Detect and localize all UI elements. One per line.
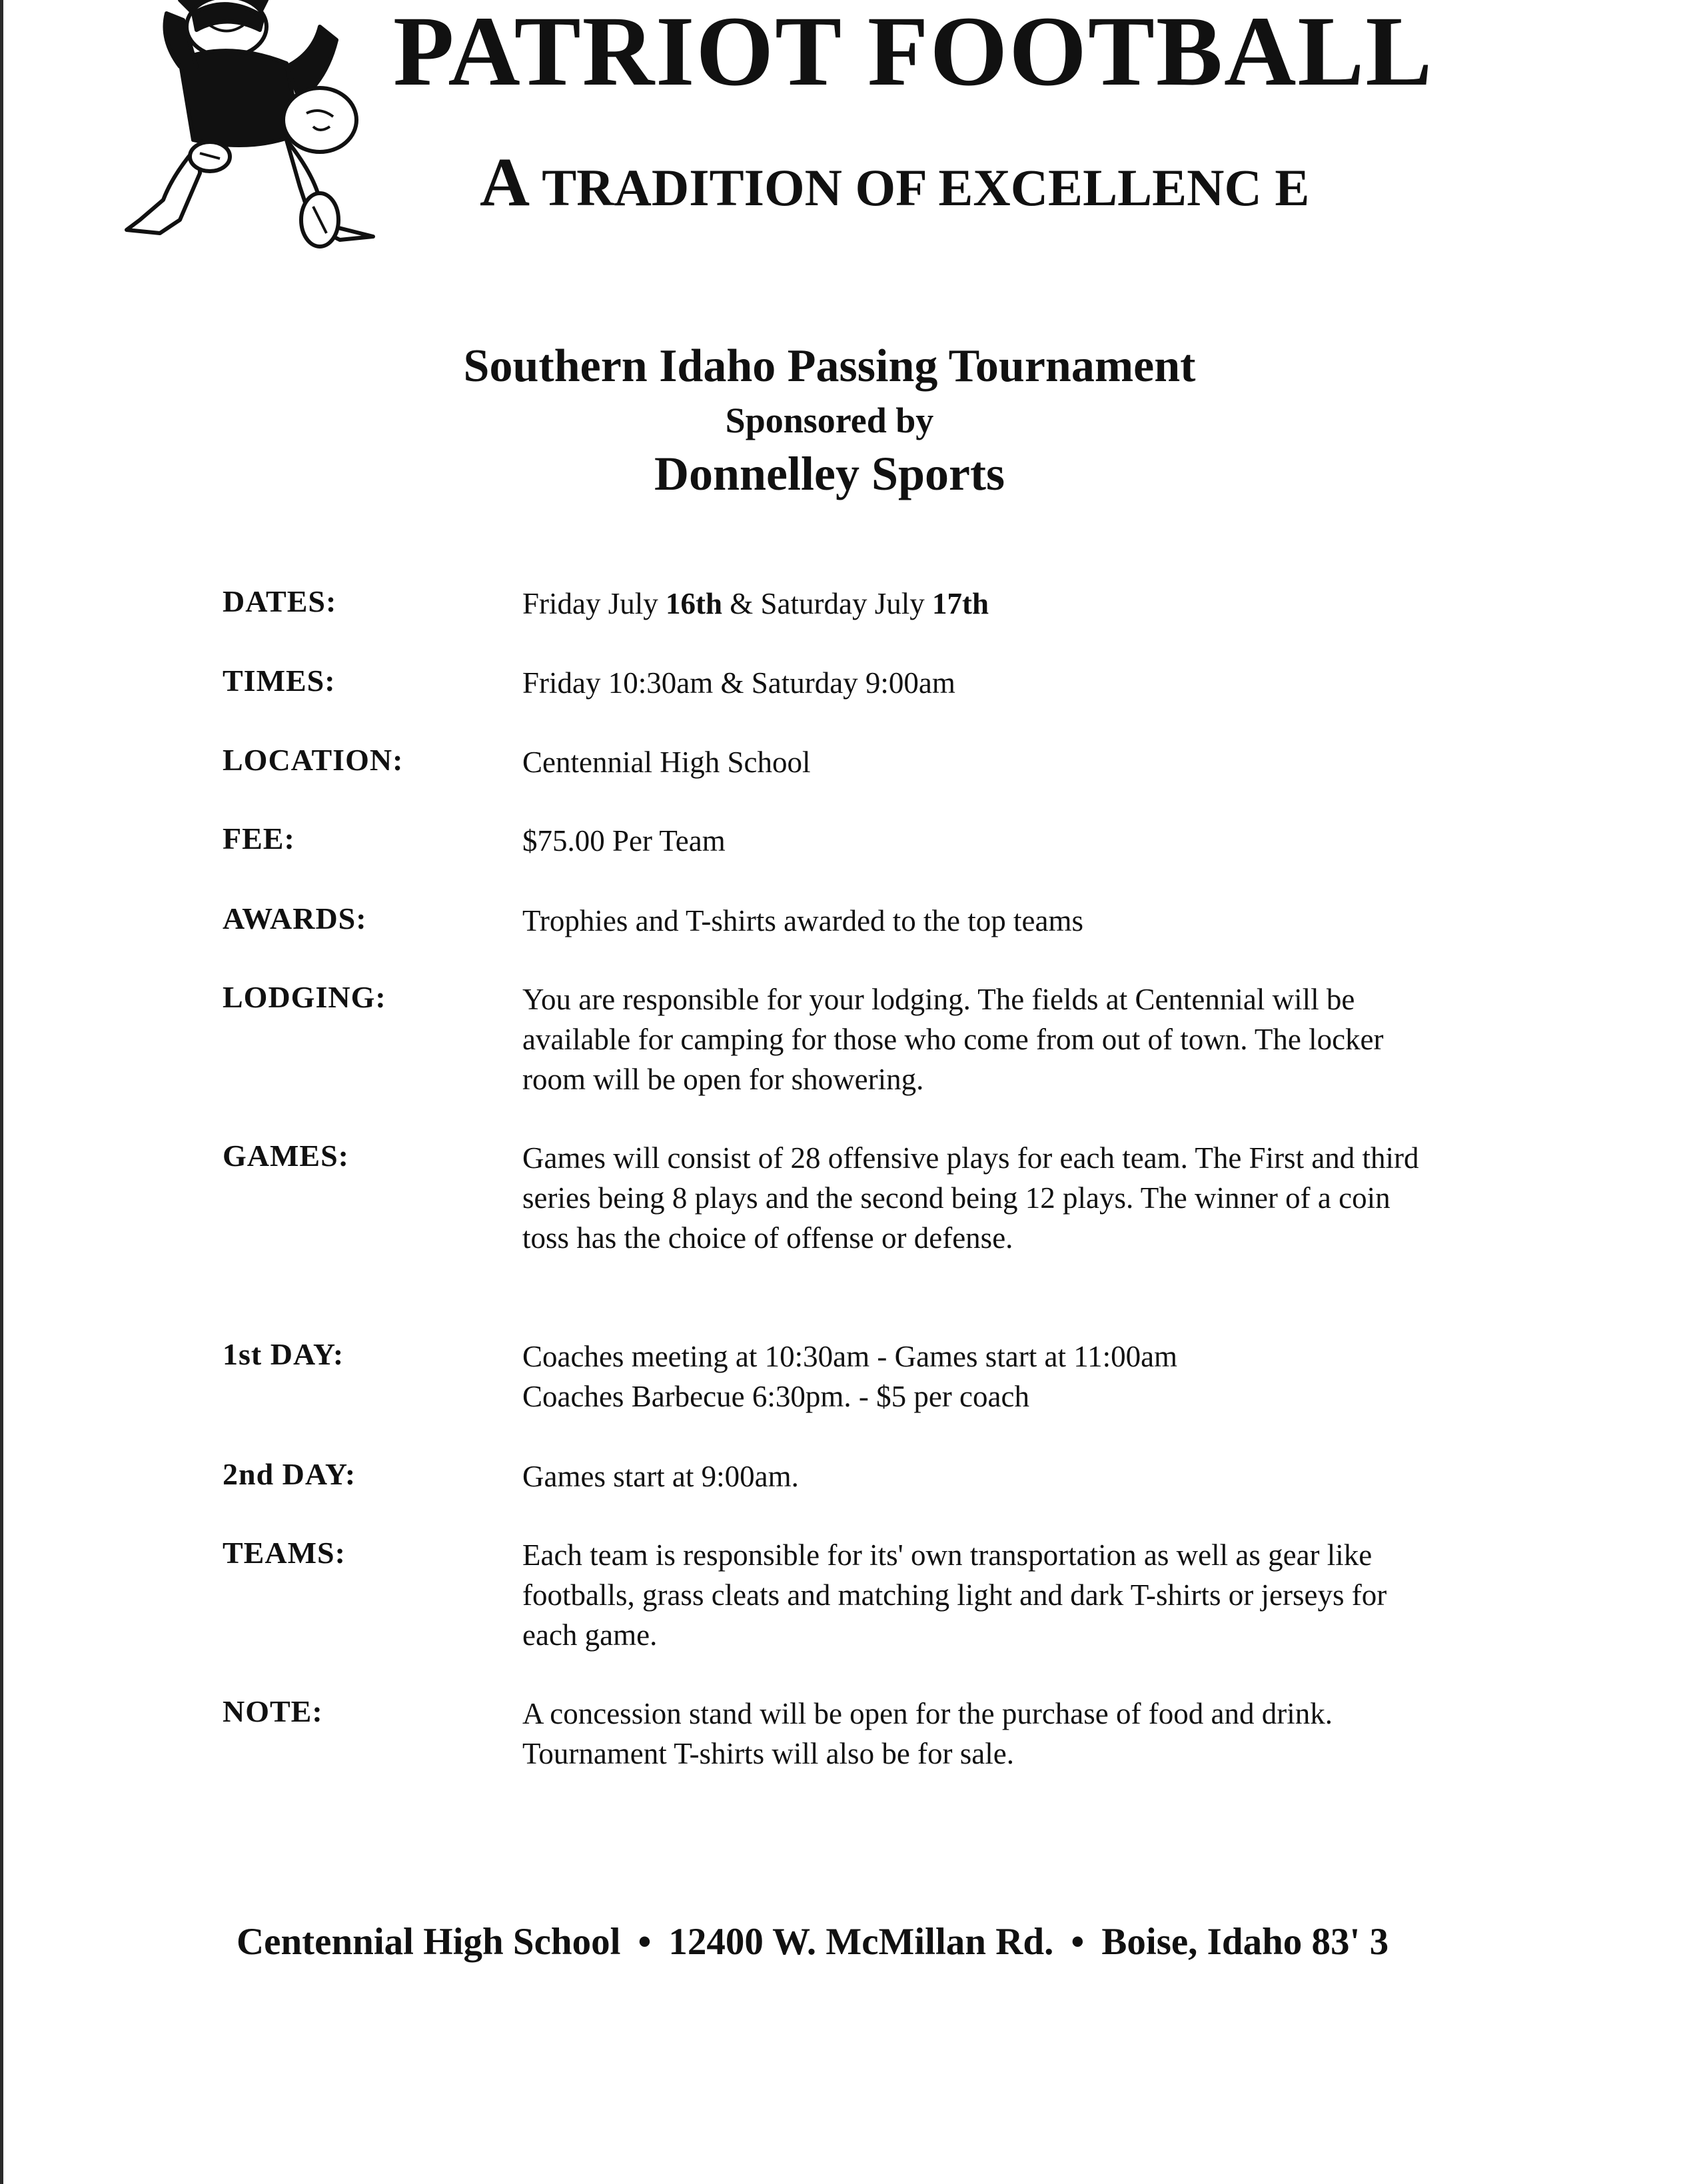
note-label: NOTE: — [223, 1694, 323, 1728]
day1-line1: Coaches meeting at 10:30am - Games start at 11:00am — [522, 1340, 1178, 1373]
dates-label: DATES: — [223, 584, 337, 618]
day1-label: 1st DAY: — [223, 1337, 344, 1371]
footer-city: Boise, Idaho 83' 3 — [1101, 1921, 1389, 1963]
dates-text-2: & Saturday July — [722, 587, 933, 620]
fee-value: $75.00 Per Team — [522, 824, 726, 857]
location-label: LOCATION: — [223, 743, 404, 777]
location-value: Centennial High School — [522, 746, 811, 779]
sponsored-by-label: Sponsored by — [725, 400, 934, 440]
bullet-separator: • — [638, 1921, 652, 1963]
tagline-text: TRADITION OF EXCELLENC E — [530, 159, 1310, 217]
day1-line2: Coaches Barbecue 6:30pm. - $5 per coach — [522, 1380, 1029, 1413]
day2-value: Games start at 9:00am. — [522, 1460, 799, 1493]
lodging-value: You are responsible for your lodging. The fields at Centennial will be available for camping for those who come from out of town. The locker room will be open for showering. — [522, 983, 1384, 1096]
lodging-label: LODGING: — [223, 980, 386, 1014]
awards-value: Trophies and T-shirts awarded to the top teams — [522, 904, 1083, 937]
event-name: Southern Idaho Passing Tournament — [463, 340, 1196, 392]
note-value: A concession stand will be open for the purchase of food and drink. Tournament T-shirts will also be for sale. — [522, 1697, 1333, 1770]
times-value: Friday 10:30am & Saturday 9:00am — [522, 666, 955, 700]
times-label: TIMES: — [223, 664, 336, 698]
bullet-separator: • — [1071, 1921, 1085, 1963]
teams-label: TEAMS: — [223, 1536, 346, 1570]
sponsor-name: Donnelley Sports — [654, 447, 1005, 500]
scan-edge — [0, 0, 3, 2184]
fee-label: FEE: — [223, 821, 295, 855]
games-label: GAMES: — [223, 1139, 349, 1173]
dates-text: Friday July — [522, 587, 666, 620]
dates-day2: 17th — [932, 587, 989, 620]
page-title: PATRIOT FOOTBALL — [393, 0, 1434, 107]
patriot-mascot-logo — [100, 0, 393, 257]
day2-label: 2nd DAY: — [223, 1457, 356, 1491]
day1-value — [522, 1337, 1422, 1416]
tagline-initial: A — [480, 144, 530, 221]
teams-value: Each team is responsible for its' own transportation as well as gear like footballs, grass cleats and matching light and dark T-shirts or jerseys for each game. — [522, 1538, 1387, 1652]
dates-value — [522, 584, 1422, 624]
awards-label: AWARDS: — [223, 901, 367, 935]
footer-school: Centennial High School — [237, 1921, 621, 1963]
games-value: Games will consist of 28 offensive plays for each team. The First and third series being 8 plays and the second being 12 plays. The winner of a coin toss has the choice of offense or defense. — [522, 1141, 1419, 1255]
footer-street: 12400 W. McMillan Rd. — [668, 1921, 1054, 1963]
footer-address — [237, 1920, 1389, 1963]
dates-day1: 16th — [666, 587, 723, 620]
tagline — [480, 144, 1310, 221]
